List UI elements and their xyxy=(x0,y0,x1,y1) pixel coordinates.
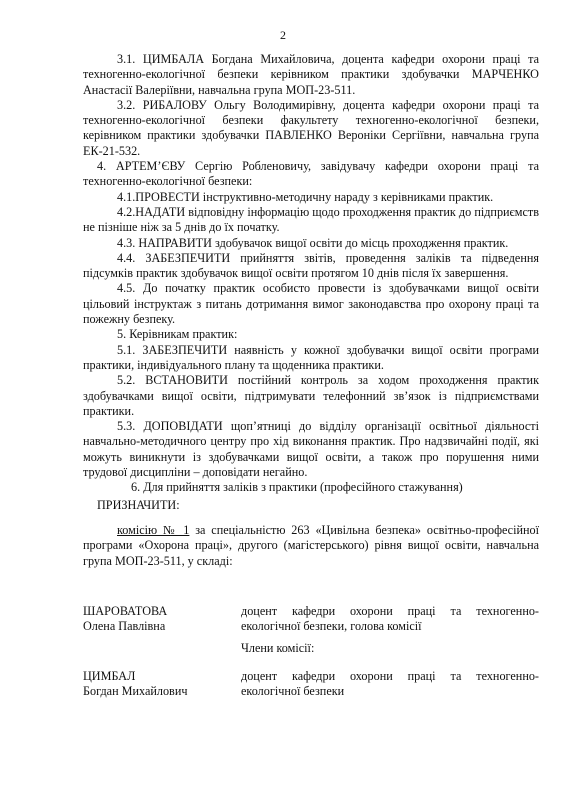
paragraph-3-2: 3.2. РИБАЛОВУ Ольгу Володимирівну, доцента кафедри охорони праці та техногенно-екологічної безпеки факультету техногенно-екологічної безпеки, керівником практики здобувачки ПАВЛЕНКО Вероніки Сергіївни, навчальна група ЕК-21-532. xyxy=(83,97,539,158)
commission-number: комісію № 1 xyxy=(117,522,190,537)
member-given-names: Олена Павлівна xyxy=(83,619,166,633)
paragraph-4-2: 4.2.НАДАТИ відповідну інформацію щодо проходження практик до підприємств не пізніше ніж за 5 днів до їх початку. xyxy=(83,204,539,235)
paragraph-4-5: 4.5. До початку практик особисто провести із здобувачками вищої освіти цільовий інструктаж з питань дотримання вимог законодавства про охорону праці та пожежну безпеку. xyxy=(83,281,539,327)
paragraph-4-3: 4.3. НАПРАВИТИ здобувачок вищої освіти до місць проходження практик. xyxy=(117,235,509,250)
member-position: доцент кафедри охорони праці та техногенно-екологічної безпеки xyxy=(241,669,539,699)
paragraph-4: 4. АРТЕМ’ЄВУ Сергію Робленовичу, завідувачу кафедри охорони праці та техногенно-екологічної безпеки: xyxy=(83,159,539,189)
paragraph-3-1: 3.1. ЦИМБАЛА Богдана Михайловича, доцента кафедри охорони праці та техногенно-екологічної безпеки керівником практики здобувачки МАРЧЕНКО Анастасії Валеріївни, навчальна група МОП-23-511. xyxy=(83,52,539,97)
paragraph-6: 6. Для прийняття заліків з практики (професійного стажування) xyxy=(131,480,463,495)
paragraph-5-1: 5.1. ЗАБЕЗПЕЧИТИ наявність у кожної здобувачки вищої освіти програми практики, індивідуального плану та щоденника практики. xyxy=(83,342,539,372)
appoint-heading: ПРИЗНАЧИТИ: xyxy=(97,497,180,512)
page-number: 2 xyxy=(280,28,286,42)
paragraph-4-1: 4.1.ПРОВЕСТИ інструктивно-методичну нараду з керівниками практик. xyxy=(117,189,494,204)
paragraph-4-4: 4.4. ЗАБЕЗПЕЧИТИ прийняття звітів, проведення заліків та підведення підсумків практик здобувачок вищої освіти протягом 10 днів після їх завершення. xyxy=(83,250,539,281)
member-surname: ЦИМБАЛ xyxy=(83,669,136,683)
member-given-names: Богдан Михайлович xyxy=(83,684,188,698)
member-position: доцент кафедри охорони праці та техногенно-екологічної безпеки, голова комісії xyxy=(241,604,539,634)
member-surname: ШАРОВАТОВА xyxy=(83,604,168,618)
commission-paragraph xyxy=(83,523,539,569)
paragraph-5: 5. Керівникам практик: xyxy=(117,327,238,342)
document-body xyxy=(83,52,539,569)
paragraph-5-3: 5.3. ДОПОВІДАТИ щоп’ятниці до відділу організації освітньої діяльності навчально-методичного центру про хід виконання практик. Про надзвичайні події, які можуть виникнути із здобувачками вищої освіти, а також про порушення ними трудової дисципліни – доповідати негайно. xyxy=(83,419,539,480)
paragraph-5-2: 5.2. ВСТАНОВИТИ постійний контроль за ходом проходження практик здобувачками вищої освіти, підтримувати телефонний зв’язок із підприємствами практики. xyxy=(83,373,539,418)
commission-text: за спеціальністю 263 «Цивільна безпека» освітньо-професійної програми «Охорона праці», другого (магістерського) рівня вищої освіти, навчальна група МОП-23-511, у складі: xyxy=(83,522,539,568)
members-heading: Члени комісії: xyxy=(241,641,315,655)
